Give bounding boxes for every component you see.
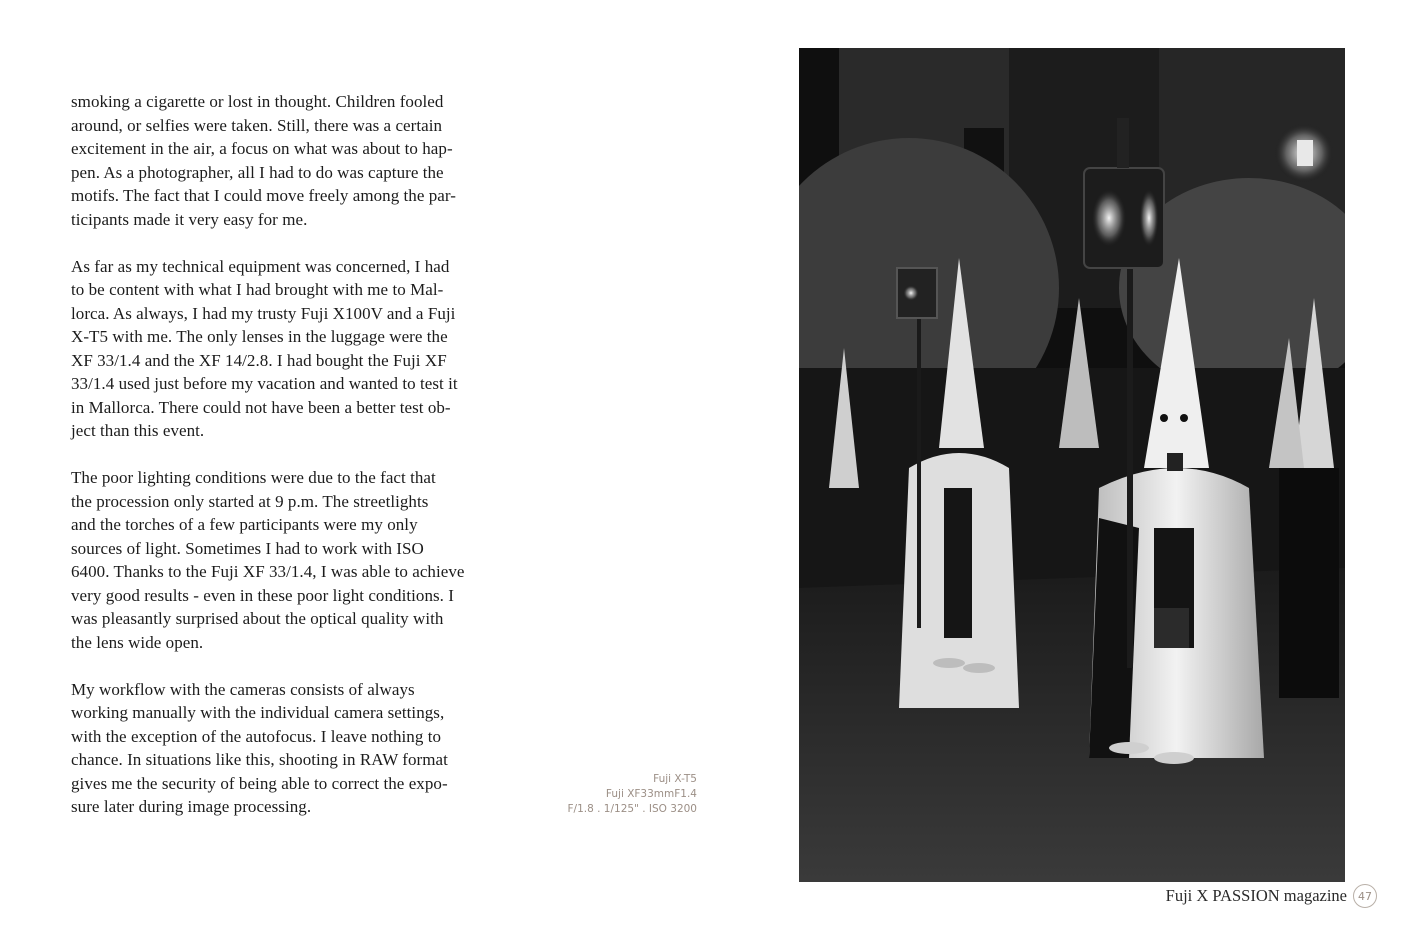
- paragraph-3: The poor lighting conditions were due to the fact that the procession only started at 9 p.m. The streetlights and the torches of a few participants were my only sources of light. Sometimes I had to work with ISO 6400. Thanks to the Fuji XF 33/1.4, I was able to achieve very good results - even in these poor light conditions. I was pleasantly surprised about the optical quality with the lens wide open.: [71, 468, 465, 652]
- caption-settings: F/1.8 . 1/125" . ISO 3200: [567, 803, 697, 815]
- caption-camera: Fuji X-T5: [653, 773, 697, 785]
- paragraph-2: As far as my technical equipment was concerned, I had to be content with what I had brought with me to Mal- lorca. As always, I had my trusty Fuji X100V and a Fuji X-T5 with me. The only lenses in the luggage were the XF 33/1.4 and the XF 14/2.8. I had bought the Fuji XF 33/1.4 used just before my vacation and wanted to test it in Mallorca. There could not have been a better test ob- ject than this event.: [71, 256, 458, 440]
- page-number: 47: [1353, 884, 1377, 908]
- paragraph-4: My workflow with the cameras consists of always working manually with the individual camera settings, with the exception of the autofocus. I leave nothing to chance. In situations like this, shooting in RAW format gives me the security of being able to correct the expo- sure later during image processing.: [71, 679, 448, 816]
- page-footer: [1166, 884, 1377, 908]
- paragraph-1: smoking a cigarette or lost in thought. Children fooled around, or selfies were taken. Still, there was a certain excitement in the air, a focus on what was about to hap- pen. As a photographer, all I had to do was capture the motifs. The fact that I could move freely among the par- ticipants made it very easy for me.: [71, 92, 456, 229]
- procession-photo-illustration: [799, 48, 1345, 882]
- procession-photo: [799, 48, 1345, 882]
- photo-caption: [568, 772, 697, 817]
- caption-lens: Fuji XF33mmF1.4: [605, 788, 697, 800]
- article-body: [71, 90, 491, 842]
- magazine-title: Fuji X PASSION magazine: [1165, 886, 1347, 905]
